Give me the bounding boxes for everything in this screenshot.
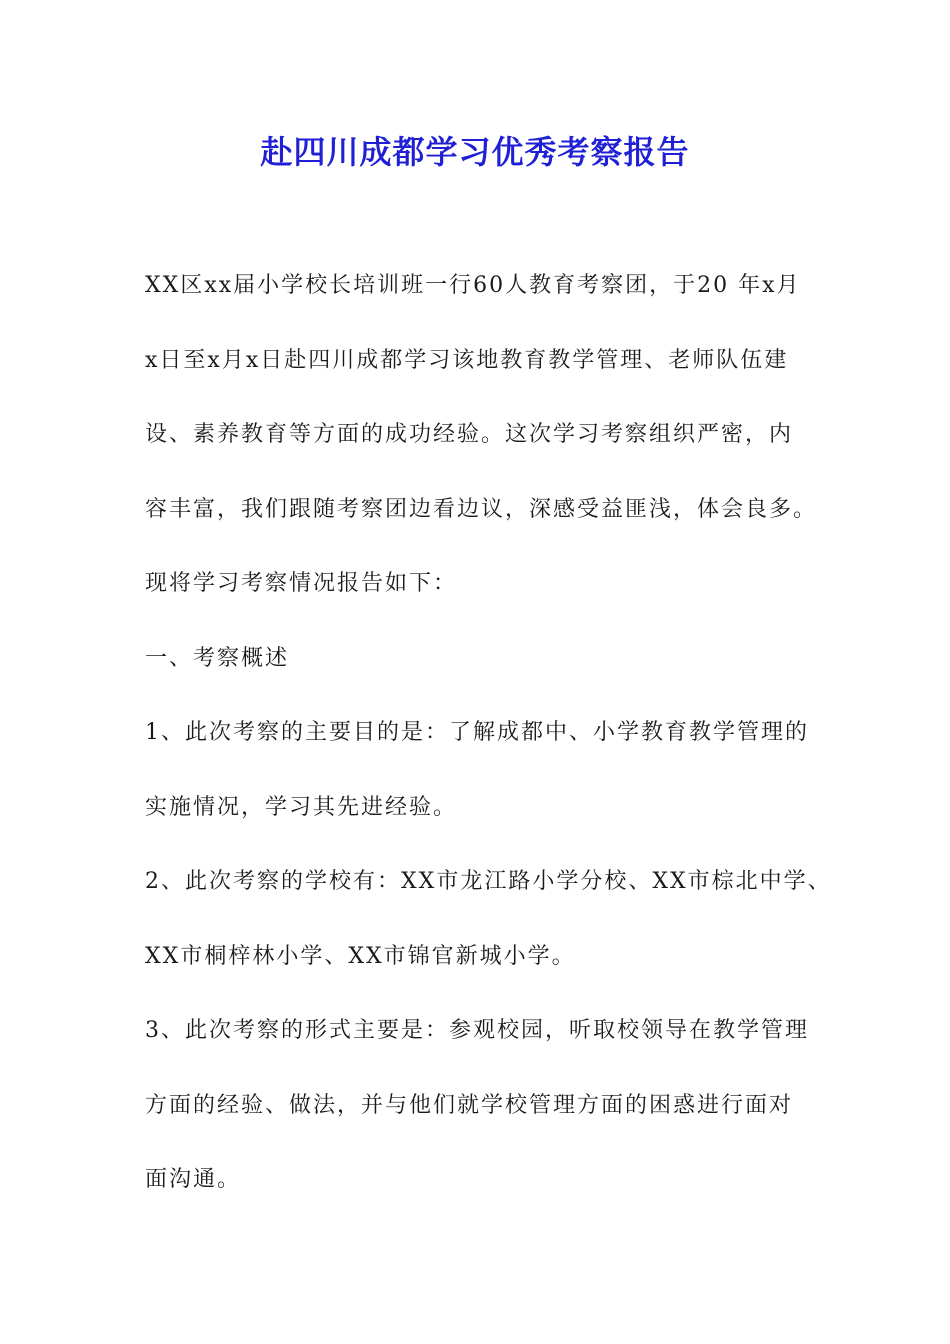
body-line: 方面的经验、做法，并与他们就学校管理方面的困惑进行面对 (145, 1092, 794, 1118)
body-line: 1、此次考察的主要目的是：了解成都中、小学教育教学管理的 (145, 720, 809, 745)
body-line: 容丰富，我们跟随考察团边看边议，深感受益匪浅，体会良多。 (145, 496, 818, 522)
body-line: 面沟通。 (145, 1167, 242, 1192)
body-line: XX市桐梓林小学、XX市锦官新城小学。 (145, 943, 576, 969)
document-title: 赴四川成都学习优秀考察报告 (260, 133, 690, 171)
body-line: 3、此次考察的形式主要是：参观校园，听取校领导在教学管理 (145, 1018, 809, 1043)
document-body (145, 262, 832, 1231)
body-line: XX区xx届小学校长培训班一行60人教育考察团，于20 年x月 (145, 273, 801, 298)
body-line: 现将学习考察情况报告如下： (145, 571, 458, 596)
body-line: 实施情况，学习其先进经验。 (145, 794, 458, 820)
body-line: x日至x月x日赴四川成都学习该地教育教学管理、老师队伍建 (145, 347, 789, 373)
body-line: 2、此次考察的学校有：XX市龙江路小学分校、XX市棕北中学、 (145, 869, 832, 894)
body-line: 设、素养教育等方面的成功经验。这次学习考察组织严密，内 (145, 422, 794, 447)
section-heading: 一、考察概述 (145, 645, 290, 671)
